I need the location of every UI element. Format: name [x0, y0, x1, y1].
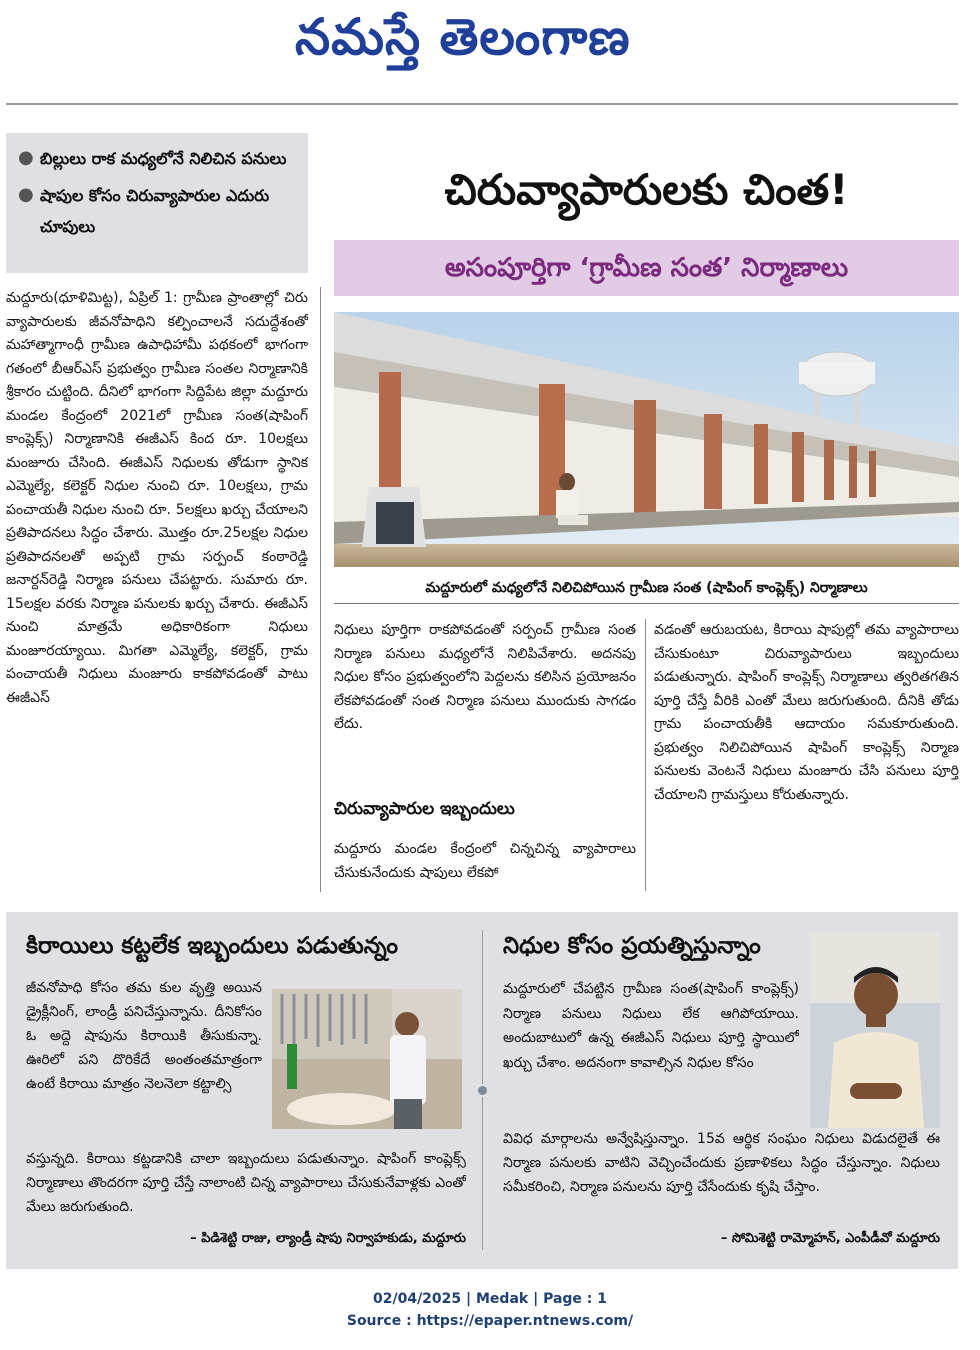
- section-heading: చిరువ్యాపారుల ఇబ్బందులు: [334, 799, 515, 819]
- column-divider: [645, 619, 646, 891]
- official-portrait-photo: [810, 933, 940, 1128]
- bullet-icon: ●: [18, 184, 34, 205]
- quote-left-text-continued: వస్తున్నది. కిరాయి కట్టడానికి చాలా ఇబ్బందులు పడుతున్నాం. షాపింగ్ కాంప్లెక్స్ నిర్మాణాలు తొందరగా పూర్తి చేస్తే నాలాంటి చిన్న వ్యాపారాలు చేసుకునేవాళ్లకు ఎంతో మేలు జరుగుతుంది.: [26, 1151, 466, 1215]
- quote-right-attribution: – సోమిశెట్టి రామ్మోహన్, ఎంపీడీవో మద్దూరు: [720, 1231, 940, 1246]
- quote-left-text: జీవనోపాధి కోసం తమ కుల వృత్తి అయిన డ్రైక్లీనింగ్, లాండ్రీ పనిచేస్తున్నాను. దీనికోసం ఓ అద్దె షాపును కిరాయికి తీసుకున్నా. ఊరిలో పని దొరికేదే అంతంతమాత్రంగా ఉంటే కిరాయి మాత్రం నెలనెలా కట్టాల్సి: [26, 980, 262, 1092]
- photo-caption: మద్దూరులో మధ్యలోనే నిలిచిపోయిన గ్రామీణ సంత (షాపింగ్ కాంప్లెక్స్) నిర్మాణాలు: [334, 572, 959, 604]
- source-link[interactable]: Source : https://epaper.ntnews.com/: [346, 1313, 634, 1329]
- quote-left-attribution: – పిడిశెట్టి రాజు, ల్యాండ్రీ షాపు నిర్వాహకుడు, మద్దూరు: [190, 1231, 466, 1246]
- highlight-item: [18, 143, 296, 174]
- quote-right-text: మద్దూరులో చేపట్టిన గ్రామీణ సంత(షాపింగ్ కాంప్లెక్స్) నిర్మాణ పనులు నిధులు లేక ఆగిపోయాయి. అందుబాటులో ఉన్న ఈజీఎస్ నిధులు పూర్తి స్థాయిలో ఖర్చు చేశాం. అదనంగా కావాల్సిన నిధుల కోసం: [503, 981, 799, 1071]
- highlights-box: [6, 133, 308, 273]
- article-column-1: మద్దూరు(ధూళిమిట్ట), ఏప్రిల్ 1: గ్రామీణ ప్రాంతాల్లో చిరు వ్యాపారులకు జీవనోపాధిని కల్పించాలనే సదుద్దేశంతో మహాత్మాగాంధీ గ్రామీణ ఉపాధిహామీ పథకంలో భాగంగా గతంలో బీఆర్ఎస్ ప్రభుత్వం గ్రామీణ సంతల నిర్మాణానికి శ్రీకారం చుట్టింది. దీనిలో భాగంగా సిద్దిపేట జిల్లా మద్దూరు మండల కేంద్రంలో 2021లో గ్రామీణ సంత(షాపింగ్ కాంప్లెక్స్) నిర్మాణానికి ఈజీఎస్ కింద రూ. 10లక్షలు మంజూరు చేసింది. ఈజీఎస్ నిధులకు తోడుగా స్థానిక ఎమ్మెల్యే, కలెక్టర్ నిధుల నుంచి రూ. 10లక్షలు, గ్రామ పంచాయతీ నిధుల నుంచి రూ. 5లక్షలు ఖర్చు చేయాలని ప్రతిపాదనలు సిద్ధం చేశారు. మొత్తం రూ.25లక్షల నిధుల ప్రతిపాదనలతో అప్పటి గ్రామ సర్పంచ్ కంఠారెడ్డి జనార్దన్‌రెడ్డి నిర్మాణ పనులు చేపట్టారు. సుమారు రూ. 15లక్షల వరకు నిర్మాణ పనులకు ఖర్చు చేశారు. ఈజీఎస్ నుంచి మాత్రమే అధికారికంగా నిధులు మంజూరయ్యాయి. మిగతా ఎమ్మెల్యే, కలెక్టర్, గ్రామ పంచాయతీ నిధులు మంజూరు కాకపోవడంతో పాటు ఈజీఎస్: [6, 290, 308, 706]
- portrait-photo: [810, 933, 940, 1128]
- article-column-3: వడంతో ఆరుబయట, కిరాయి షాపుల్లో తమ వ్యాపారాలు చేసుకుంటూ చిరువ్యాపారులు ఇబ్బందులు పడుతున్నారు. షాపింగ్ కాంప్లెక్స్ నిర్మాణాలు త్వరితగతిన పూర్తి చేస్తే వీరికి ఎంతో మేలు జరుగుతుంది. దీనికి తోడు గ్రామ పంచాయతీకి ఆదాయం సమకూరుతుంది. ప్రభుత్వం నిలిచిపోయిన షాపింగ్ కాంప్లెక్స్ నిర్మాణ పనులకు వెంటనే నిధులు మంజూరు చేసి పనులు పూర్తి చేయాలని గ్రామస్తులు కోరుతున్నారు.: [654, 622, 959, 803]
- shopping-complex-photo: [334, 312, 959, 567]
- article-photo: [334, 312, 959, 567]
- article-headline: చిరువ్యాపారులకు చింత!: [444, 165, 849, 214]
- quote-right-text-continued: వివిధ మార్గాలను అన్వేషిస్తున్నాం. 15వ ఆర్థిక సంఘం నిధులు విడుదలైతే ఈ నిర్మాణ పనులకు వాటిని వెచ్చించేందుకు ప్రణాళికలు సిద్ధం చేస్తున్నాం. నిధులు సమీకరించి, నిర్మాణ పనులను పూర్తి చేసేందుకు కృషి చేస్తాం.: [503, 1131, 940, 1195]
- edition-info: 02/04/2025 | Medak | Page : 1: [372, 1291, 608, 1307]
- quote-left-heading: కిరాయిలు కట్టలేక ఇబ్బందులు పడుతున్నం: [26, 933, 399, 959]
- quote-right-heading: నిధుల కోసం ప్రయత్నిస్తున్నాం: [503, 933, 761, 959]
- highlight-item: [18, 180, 296, 242]
- column-divider: [320, 287, 321, 892]
- laundry-shop-photo: [272, 989, 462, 1129]
- article-column-2-continued: మద్దూరు మండల కేంద్రంలో చిన్నచిన్న వ్యాపారాలు చేసుకునేందుకు షాపులు లేకపో: [334, 841, 636, 881]
- shopkeeper-photo: [272, 989, 462, 1129]
- newspaper-logo: నమస్తే తెలంగాణ: [295, 7, 631, 66]
- masthead-divider: [6, 103, 958, 105]
- highlight-text: షాపుల కోసం చిరువ్యాపారుల ఎదురు చూపులు: [40, 186, 270, 236]
- article-subheadline: అసంపూర్తిగా ‘గ్రామీణ సంత’ నిర్మాణాలు: [444, 253, 849, 283]
- bullet-icon: ●: [18, 147, 34, 168]
- highlight-text: బిల్లులు రాక మధ్యలోనే నిలిచిన పనులు: [40, 149, 287, 168]
- article-column-2: నిధులు పూర్తిగా రాకపోవడంతో సర్పంచ్ గ్రామీణ సంత నిర్మాణ పనులు మధ్యలోనే నిలిపివేశారు. అదనపు నిధుల కోసం ప్రభుత్వంలోని పెద్దలను కలిసిన ప్రయోజనం లేకపోవడంతో సంత నిర్మాణ పనులు ముందుకు సాగడం లేదు.: [334, 622, 636, 732]
- divider-dot-icon: [476, 1084, 489, 1097]
- masthead: [0, 0, 980, 104]
